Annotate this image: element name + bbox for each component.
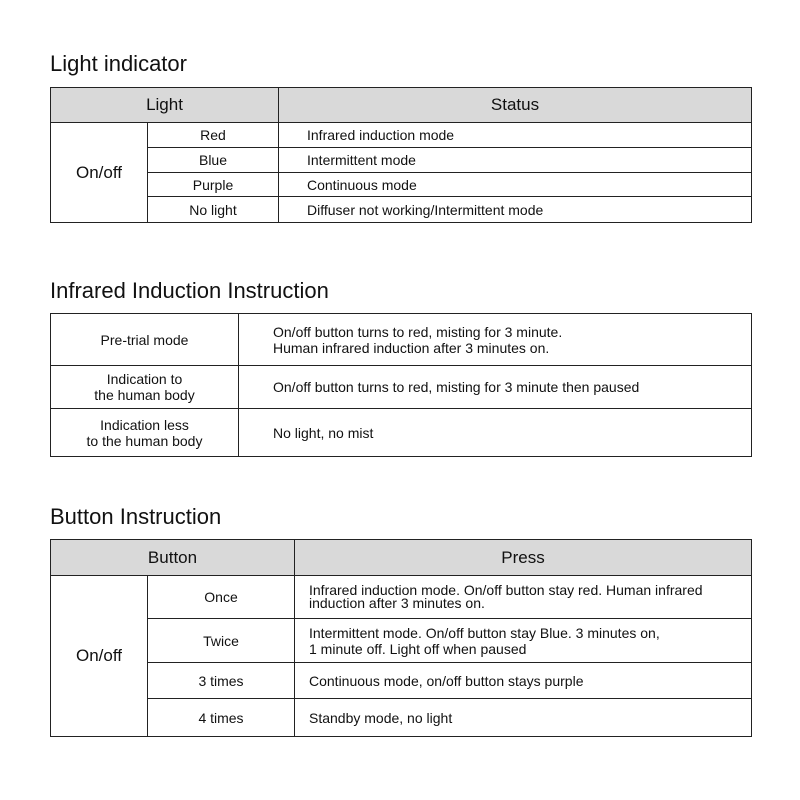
table-row xyxy=(51,663,752,699)
light-cell: Purple xyxy=(148,173,279,197)
mode-label-line: Pre-trial mode xyxy=(100,331,189,348)
press-count-cell: 3 times xyxy=(148,663,295,699)
table-row xyxy=(51,366,752,409)
light-indicator-title: Light indicator xyxy=(50,51,187,76)
group-label-onoff: On/off xyxy=(51,576,148,737)
header-press: Press xyxy=(295,540,752,576)
status-cell: Diffuser not working/Intermittent mode xyxy=(279,197,752,223)
mode-desc-cell xyxy=(239,409,752,457)
mode-label-line: to the human body xyxy=(86,432,203,449)
table-row xyxy=(51,173,752,197)
desc-line: No light, no mist xyxy=(273,424,374,441)
table-row xyxy=(51,197,752,223)
mode-label-cell xyxy=(51,366,239,409)
desc-line: Continuous mode, on/off button stays purple xyxy=(309,672,584,689)
desc-line: induction after 3 minutes on. xyxy=(309,595,485,611)
desc-line: 1 minute off. Light off when paused xyxy=(309,640,527,657)
header-button: Button xyxy=(51,540,295,576)
press-desc-cell xyxy=(295,576,752,619)
table-row xyxy=(51,619,752,663)
light-cell: Blue xyxy=(148,148,279,173)
desc-line: Human infrared induction after 3 minutes on. xyxy=(273,339,550,356)
status-cell: Intermittent mode xyxy=(279,148,752,173)
mode-desc-cell xyxy=(239,366,752,409)
header-status: Status xyxy=(279,88,752,123)
mode-label-line: Indication less xyxy=(100,416,189,433)
mode-label-line: Indication to xyxy=(106,371,183,387)
desc-line: Standby mode, no light xyxy=(309,709,453,726)
table-row xyxy=(51,314,752,366)
press-desc-cell xyxy=(295,619,752,663)
light-cell: No light xyxy=(148,197,279,223)
button-instruction-table xyxy=(50,539,752,737)
table-row xyxy=(51,576,752,619)
press-desc-cell xyxy=(295,699,752,737)
light-indicator-table xyxy=(50,87,752,223)
desc-line: Infrared induction mode. On/off button stay red. Human infrared xyxy=(309,582,703,598)
press-count-cell: Once xyxy=(148,576,295,619)
light-cell: Red xyxy=(148,123,279,148)
status-cell: Continuous mode xyxy=(279,173,752,197)
press-count-cell: Twice xyxy=(148,619,295,663)
group-label-onoff: On/off xyxy=(51,123,148,223)
desc-line: On/off button turns to red, misting for 3 minute then paused xyxy=(273,379,640,395)
mode-desc-cell xyxy=(239,314,752,366)
infrared-title: Infrared Induction Instruction xyxy=(50,278,329,303)
header-light: Light xyxy=(51,88,279,123)
mode-label-line: the human body xyxy=(94,387,195,403)
table-row xyxy=(51,699,752,737)
table-header-row xyxy=(51,88,752,123)
mode-label-cell xyxy=(51,409,239,457)
table-row xyxy=(51,409,752,457)
press-desc-cell xyxy=(295,663,752,699)
desc-line: On/off button turns to red, misting for 3 minute. xyxy=(273,323,563,340)
table-row xyxy=(51,123,752,148)
desc-line: Intermittent mode. On/off button stay Blue. 3 minutes on, xyxy=(309,624,660,641)
mode-label-cell xyxy=(51,314,239,366)
press-count-cell: 4 times xyxy=(148,699,295,737)
status-cell: Infrared induction mode xyxy=(279,123,752,148)
table-row xyxy=(51,148,752,173)
table-header-row xyxy=(51,540,752,576)
infrared-table xyxy=(50,313,752,457)
button-instruction-title: Button Instruction xyxy=(50,504,222,529)
